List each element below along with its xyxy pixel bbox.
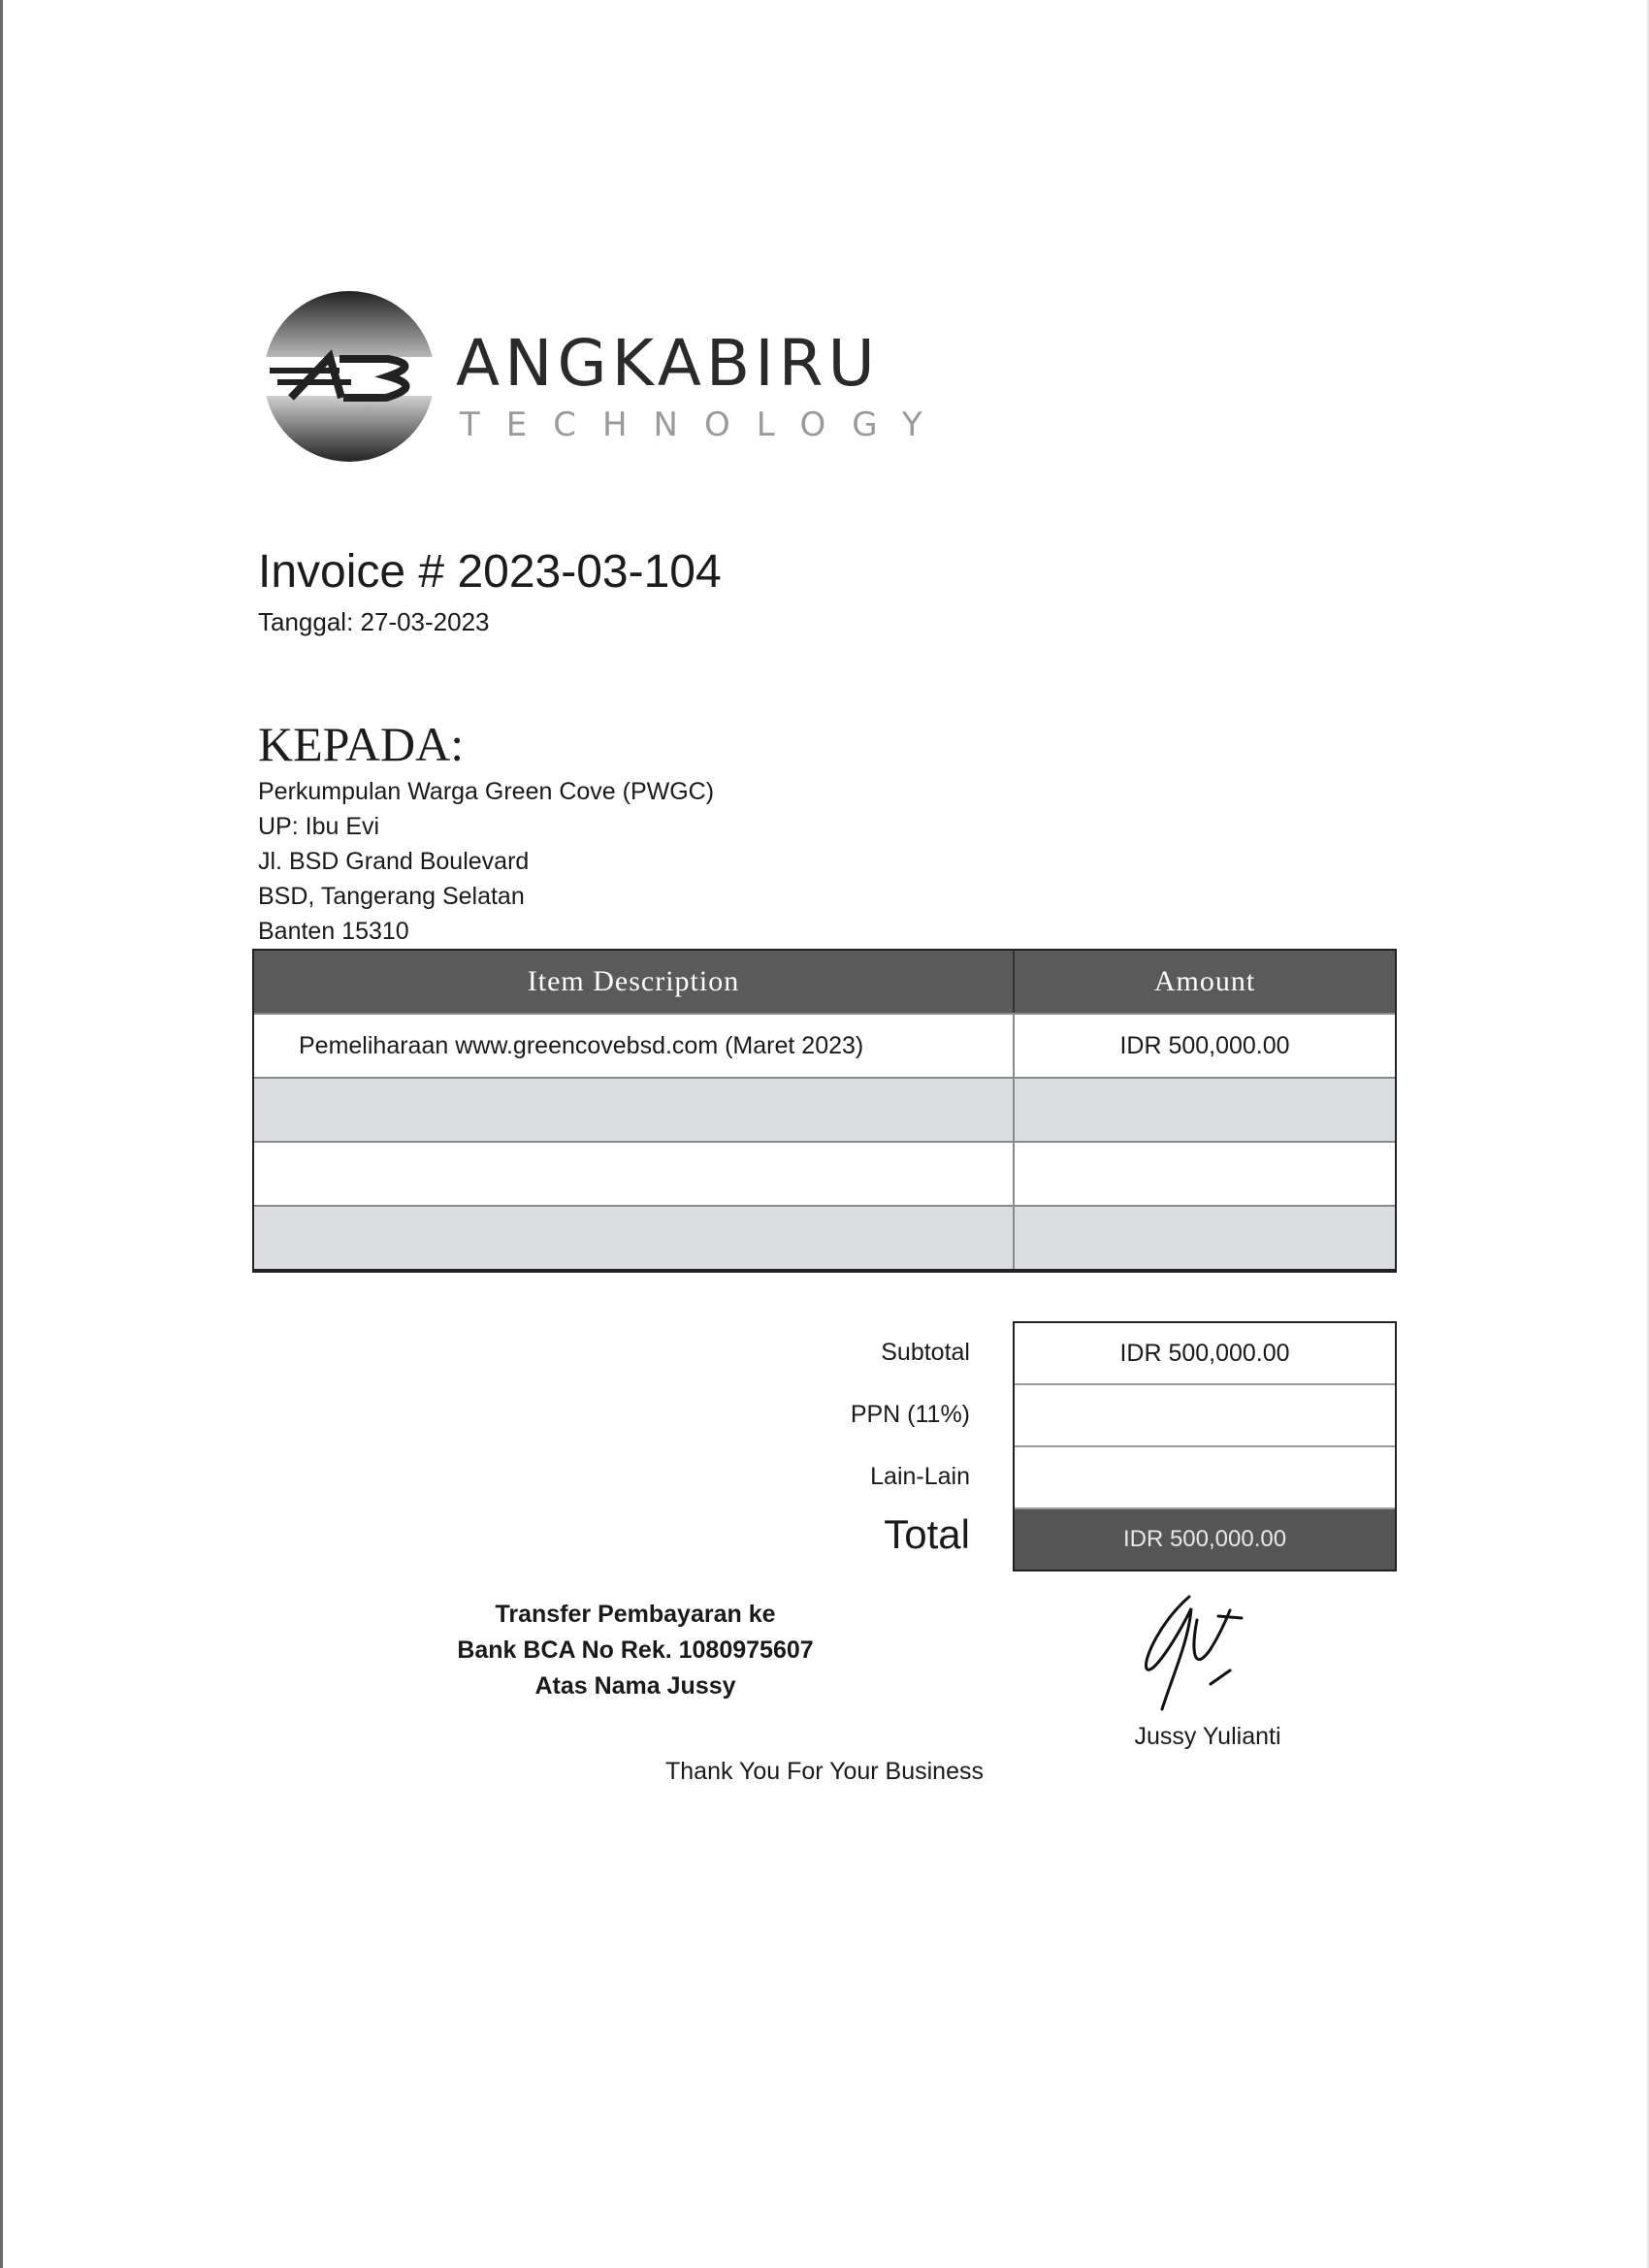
address-line: Perkumpulan Warga Green Cove (PWGC) [258,778,715,805]
company-tagline: TECHNOLOGY [460,405,949,444]
footer-thanks: Thank You For Your Business [664,1758,984,1785]
item-description [254,1207,1015,1269]
header-item-description: Item Description [254,951,1015,1013]
address-line: Banten 15310 [258,918,409,945]
signatory-name: Jussy Yulianti [1134,1723,1281,1750]
total-label: Total [884,1511,970,1557]
invoice-title: Invoice # 2023-03-104 [258,546,722,598]
ppn-value [1015,1385,1395,1447]
company-name: ANGKABIRU [456,326,880,401]
payment-instructions [407,1597,863,1704]
header-amount: Amount [1153,965,1256,997]
table-row [254,1205,1395,1269]
payment-line: Bank BCA No Rek. 1080975607 [457,1636,814,1664]
item-description: Pemeliharaan www.greencovebsd.com (Maret 2023) [254,1015,1015,1077]
total-value: IDR 500,000.00 [1015,1509,1395,1570]
subtotal-value: IDR 500,000.00 [1015,1323,1395,1385]
item-amount [1015,1143,1395,1205]
item-description [254,1143,1015,1205]
logo-mark-icon [262,289,436,464]
item-description [254,1079,1015,1141]
invoice-date: Tanggal: 27-03-2023 [258,607,490,636]
items-table [252,949,1397,1273]
item-amount [1015,1207,1395,1269]
lain-lain-label: Lain-Lain [870,1463,970,1490]
scan-edge [0,0,3,2268]
totals-box [1013,1321,1397,1571]
recipient-heading: KEPADA: [258,717,465,771]
item-amount [1015,1079,1395,1141]
address-line: Jl. BSD Grand Boulevard [258,848,530,875]
signature-icon [1133,1591,1278,1717]
company-logo [262,289,949,473]
recipient-address [258,774,714,949]
lain-lain-value [1015,1447,1395,1509]
items-table-header [254,951,1395,1013]
item-amount: IDR 500,000.00 [1119,1031,1290,1059]
subtotal-label: Subtotal [881,1339,970,1366]
address-line: UP: Ibu Evi [258,813,380,840]
address-line: BSD, Tangerang Selatan [258,883,525,910]
payment-line: Atas Nama Jussy [534,1672,736,1700]
table-row [254,1141,1395,1205]
table-row [254,1013,1395,1077]
payment-line: Transfer Pembayaran ke [495,1601,776,1628]
table-row [254,1077,1395,1141]
ppn-label: PPN (11%) [850,1401,970,1428]
